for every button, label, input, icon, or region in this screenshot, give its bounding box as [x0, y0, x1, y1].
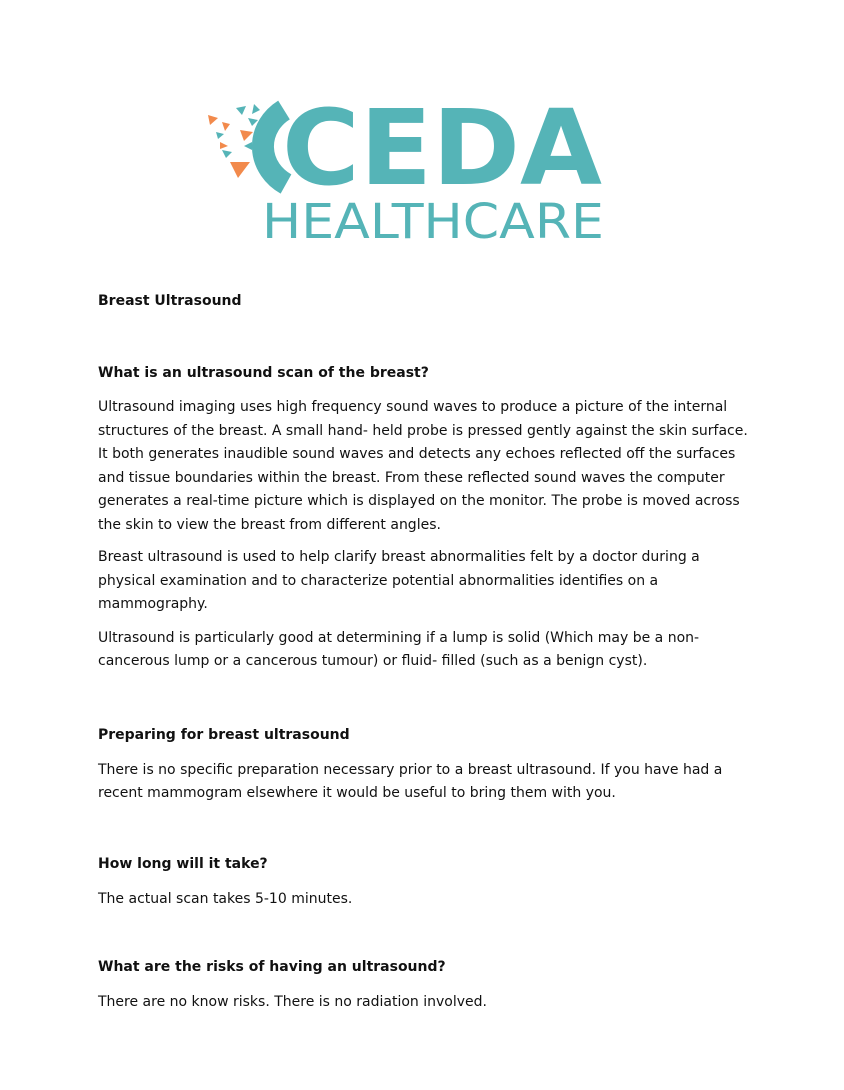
- section-paragraph: There are no know risks. There is no radiation involved.: [98, 994, 487, 1010]
- section-paragraph: The actual scan takes 5-10 minutes.: [98, 890, 353, 907]
- section-paragraph: Breast ultrasound is used to help clarify breast abnormalities felt by a doctor during a physical examination and to characterize potential abnormalities identifies on a mammography.: [98, 549, 700, 612]
- logo-fragment-orange: [222, 122, 230, 131]
- section-paragraph: There is no specific preparation necessary prior to a breast ultrasound. If you have had a recent mammogram elsewhere it would be useful to bring them with you.: [98, 761, 723, 801]
- document-body: [98, 291, 758, 1015]
- logo-fragment-teal: [244, 142, 252, 150]
- logo-primary-text: CEDA: [282, 88, 602, 209]
- logo-fragment-teal: [248, 118, 258, 126]
- logo-fragment-teal: [222, 150, 232, 158]
- logo-fragment-orange: [220, 142, 228, 149]
- logo-fragment-teal: [252, 104, 260, 114]
- logo-fragment-orange: [230, 162, 250, 178]
- logo-fragment-orange: [240, 130, 253, 141]
- ceda-healthcare-logo: [200, 88, 610, 248]
- logo-fragment-teal: [236, 106, 246, 115]
- section-heading: Preparing for breast ultrasound: [98, 726, 350, 743]
- logo-secondary-text: HEALTHCARE: [262, 194, 604, 248]
- logo-fragment-orange: [208, 115, 218, 125]
- section-heading: How long will it take?: [98, 855, 268, 872]
- section-paragraph: Ultrasound imaging uses high frequency sound waves to produce a picture of the internal structures of the breast. A small hand- held probe is pressed gently against the skin surface. It both generates inaudible sound waves and detects any echoes reflected off the surfaces and tissue boundaries within the breast. From these reflected sound waves the computer generates a real-time picture which is displayed on the monitor. The probe is moved across the skin to view the breast from different angles.: [98, 399, 748, 533]
- document-title: Breast Ultrasound: [98, 293, 242, 309]
- section-heading: What is an ultrasound scan of the breast?: [98, 365, 429, 381]
- section-heading: What are the risks of having an ultrasound?: [98, 959, 446, 975]
- section-paragraph: Ultrasound is particularly good at determining if a lump is solid (Which may be a non- cancerous lump or a cancerous tumour) or fluid- filled (such as a benign cyst).: [98, 629, 700, 669]
- logo-fragment-teal: [216, 132, 224, 139]
